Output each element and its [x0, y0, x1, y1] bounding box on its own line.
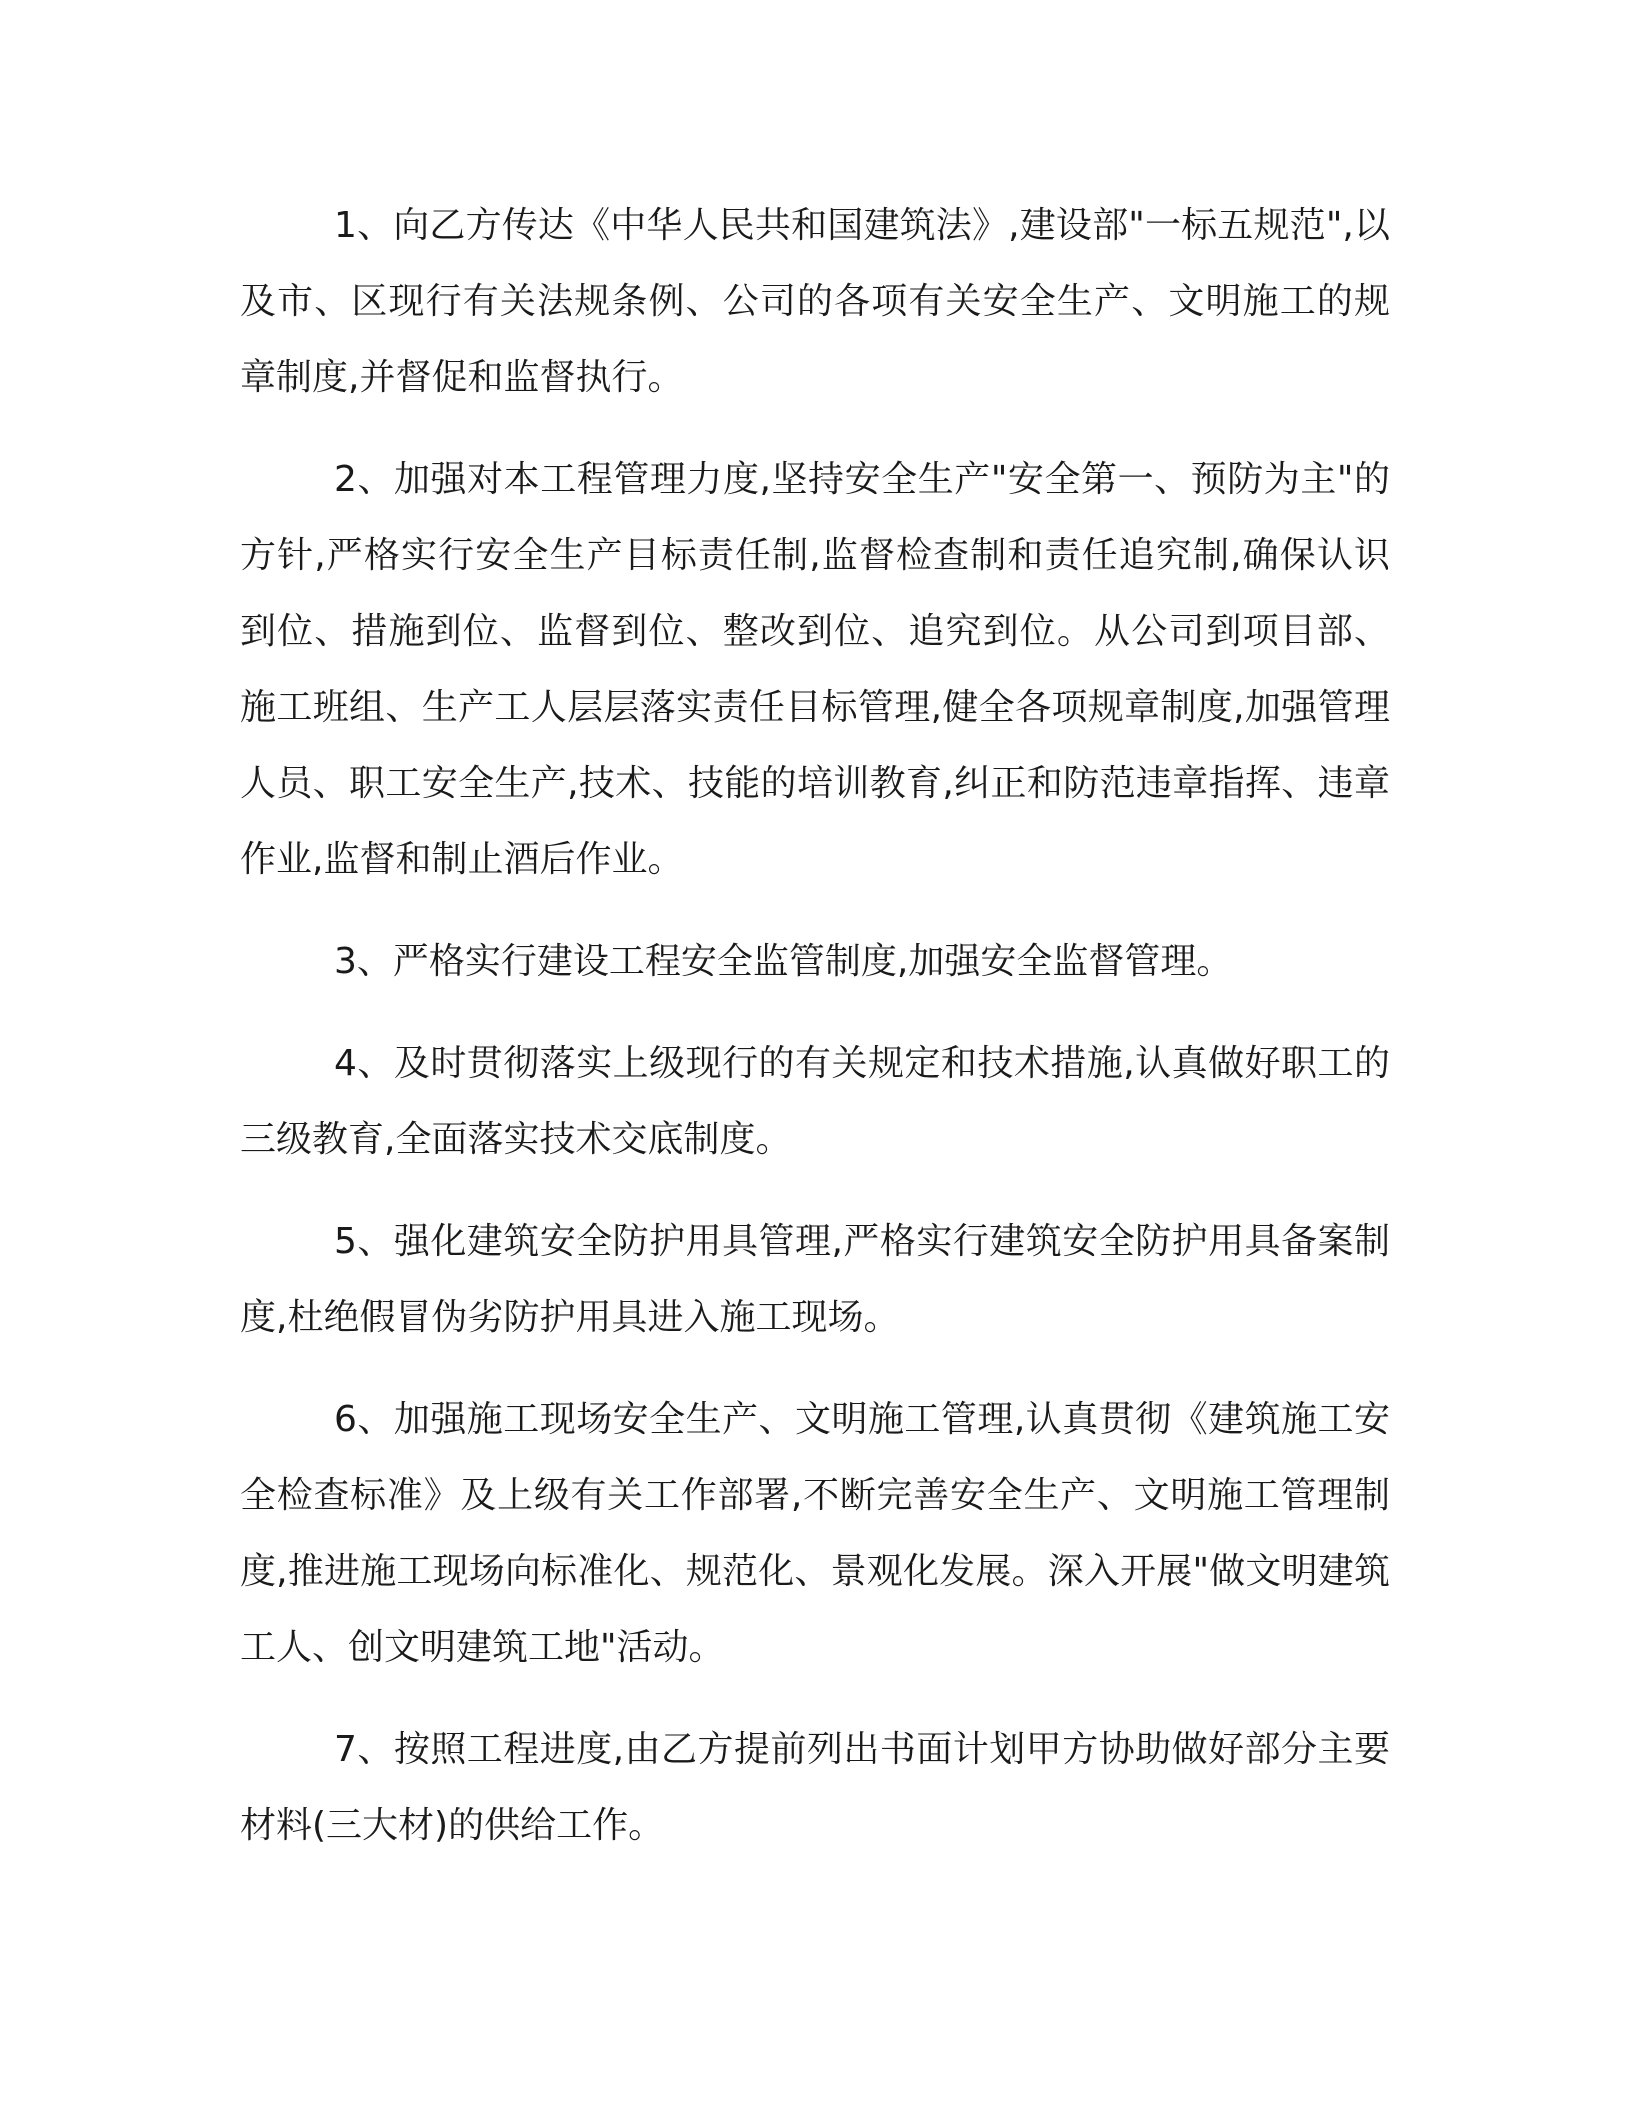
paragraph-3: 3、严格实行建设工程安全监管制度,加强安全监督管理。	[334, 941, 1233, 982]
paragraph-7: 7、按照工程进度,由乙方提前列出书面计划甲方协助做好部分主要材料(三大材)的供给工作。	[240, 1729, 1390, 1846]
paragraph-1: 1、向乙方传达《中华人民共和国建筑法》,建设部"一标五规范",以及市、区现行有关法规条例、公司的各项有关安全生产、文明施工的规章制度,并督促和监督执行。	[240, 205, 1390, 398]
document-body	[240, 188, 1390, 1890]
paragraph-4: 4、及时贯彻落实上级现行的有关规定和技术措施,认真做好职工的三级教育,全面落实技术交底制度。	[240, 1043, 1390, 1160]
paragraph-5: 5、强化建筑安全防护用具管理,严格实行建筑安全防护用具备案制度,杜绝假冒伪劣防护用具进入施工现场。	[240, 1221, 1390, 1338]
paragraph-6: 6、加强施工现场安全生产、文明施工管理,认真贯彻《建筑施工安全检查标准》及上级有关工作部署,不断完善安全生产、文明施工管理制度,推进施工现场向标准化、规范化、景观化发展。深入开展"做文明建筑工人、创文明建筑工地"活动。	[240, 1399, 1390, 1668]
paragraph-2: 2、加强对本工程管理力度,坚持安全生产"安全第一、预防为主"的方针,严格实行安全生产目标责任制,监督检查制和责任追究制,确保认识到位、措施到位、监督到位、整改到位、追究到位。从公司到项目部、施工班组、生产工人层层落实责任目标管理,健全各项规章制度,加强管理人员、职工安全生产,技术、技能的培训教育,纠正和防范违章指挥、违章作业,监督和制止酒后作业。	[240, 459, 1390, 880]
